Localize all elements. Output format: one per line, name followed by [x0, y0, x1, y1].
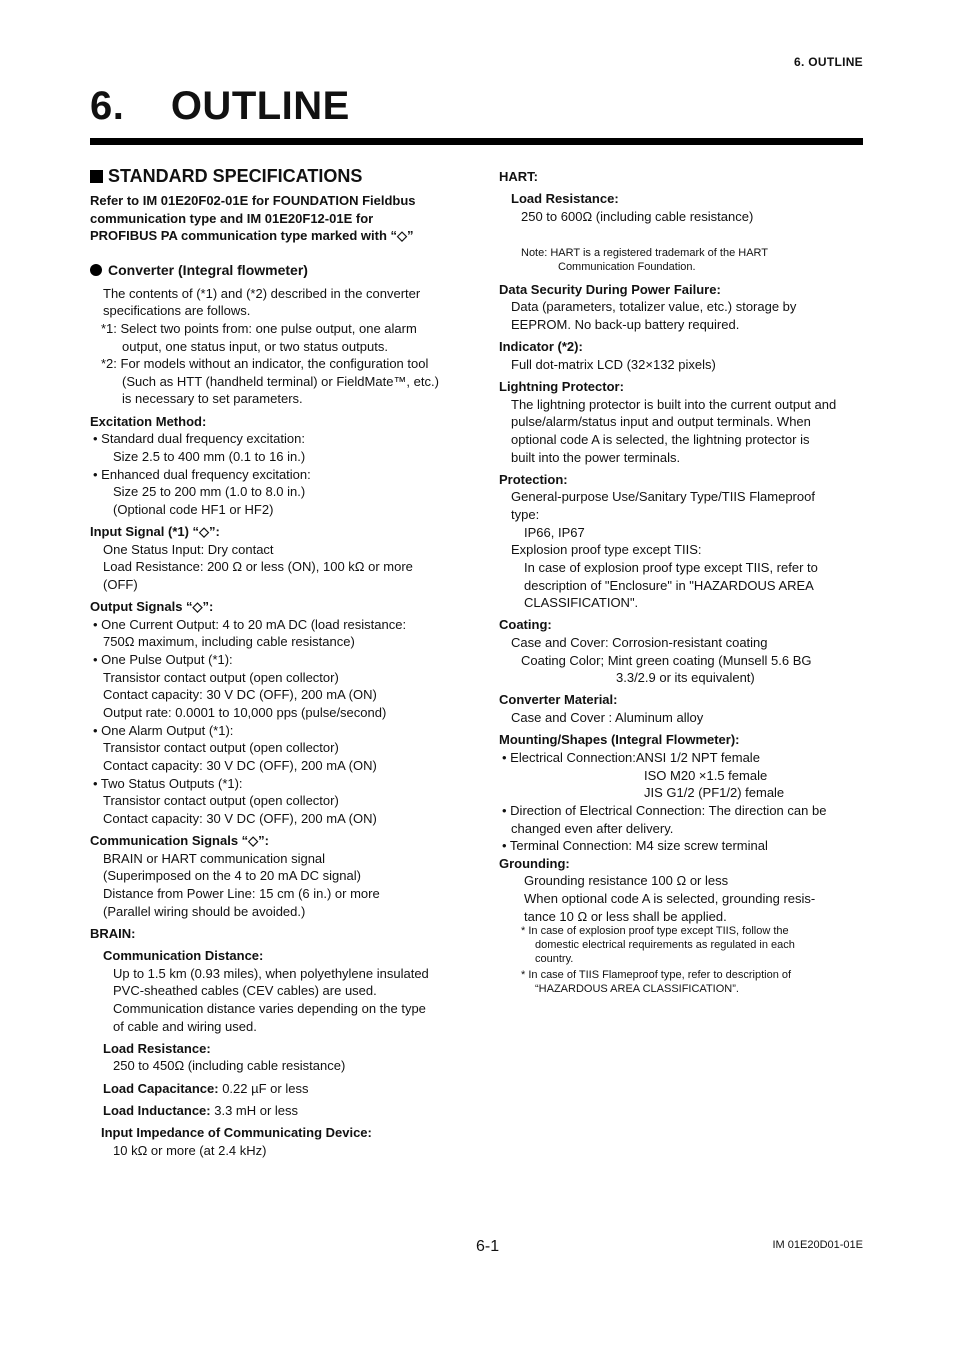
text-line	[103, 792, 339, 810]
line-text: Size 2.5 to 400 mm (0.1 to 16 in.)	[113, 449, 306, 464]
text-line	[103, 302, 250, 320]
text-line	[103, 633, 355, 651]
line-text: Load Resistance:	[103, 1041, 211, 1056]
line-text: ISO M20 ×1.5 female	[644, 768, 768, 783]
text-line	[511, 488, 815, 506]
text-line	[101, 320, 417, 338]
text-line	[93, 616, 406, 634]
line-text: Coating Color; Mint green coating (Munsell 5.6 BG	[521, 653, 812, 668]
line-text: Contact capacity: 30 V DC (OFF), 200 mA (ON)	[103, 811, 377, 826]
text-line	[524, 559, 818, 577]
line-text: PROFIBUS PA communication type marked with “◇”	[90, 228, 414, 243]
line-text: PVC-sheathed cables (CEV cables) are used.	[113, 983, 377, 998]
text-line	[103, 850, 325, 868]
text-line	[644, 767, 767, 785]
line-text: of cable and wiring used.	[113, 1019, 257, 1034]
line-text: * In case of explosion proof type except TIIS, follow the	[521, 925, 789, 937]
text-line	[113, 1142, 267, 1160]
line-text: Grounding resistance 100 Ω or less	[524, 873, 729, 888]
text-line	[103, 669, 339, 687]
text-line	[511, 634, 768, 652]
text-line	[103, 686, 377, 704]
spec-heading	[103, 1080, 308, 1098]
line-text: communication type and IM 01E20F12-01E for	[90, 211, 374, 226]
line-text: In case of explosion proof type except TIIS, refer to	[524, 560, 818, 575]
line-text: 10 kΩ or more (at 2.4 kHz)	[113, 1143, 267, 1158]
line-text: • Two Status Outputs (*1):	[93, 776, 243, 791]
line-text: Communication Distance:	[103, 948, 264, 963]
text-line	[524, 872, 728, 890]
text-line	[93, 466, 311, 484]
text-line	[103, 867, 361, 885]
line-value: 3.3 mH or less	[210, 1103, 299, 1118]
line-text: Output rate: 0.0001 to 10,000 pps (pulse/second)	[103, 705, 387, 720]
spec-heading	[90, 227, 414, 245]
spec-heading	[499, 338, 583, 356]
line-text: Lightning Protector:	[499, 379, 624, 394]
text-line	[511, 709, 703, 727]
line-text: Coating:	[499, 617, 552, 632]
line-text: Explosion proof type except TIIS:	[511, 542, 702, 557]
text-line	[524, 524, 585, 542]
line-text: 250 to 450Ω (including cable resistance)	[113, 1058, 346, 1073]
line-text: Indicator (*2):	[499, 339, 583, 354]
spec-heading	[101, 1124, 372, 1142]
line-text: Data Security During Power Failure:	[499, 282, 721, 297]
line-text: • One Alarm Output (*1):	[93, 723, 234, 738]
line-text: description of "Enclosure" in "HAZARDOUS AREA	[524, 578, 814, 593]
text-line	[521, 924, 789, 938]
line-text: built into the power terminals.	[511, 450, 681, 465]
text-line	[524, 890, 815, 908]
section-heading-text: STANDARD SPECIFICATIONS	[108, 166, 363, 186]
text-line	[558, 260, 696, 274]
line-text: Load Capacitance:	[103, 1081, 219, 1096]
line-text: specifications are follows.	[103, 303, 251, 318]
line-text: When optional code A is selected, grounding resis-	[524, 891, 816, 906]
page-title: 6. OUTLINE	[90, 84, 350, 128]
spec-heading	[499, 691, 617, 709]
line-text: Input Impedance of Communicating Device:	[101, 1125, 372, 1140]
text-line	[93, 430, 305, 448]
line-text: • Terminal Connection: M4 size screw terminal	[502, 838, 768, 853]
line-text: 750Ω maximum, including cable resistance)	[103, 634, 355, 649]
text-line	[103, 810, 377, 828]
text-line	[113, 1018, 257, 1036]
spec-heading	[499, 731, 740, 749]
line-text: Excitation Method:	[90, 414, 207, 429]
line-value: 0.22 µF or less	[218, 1081, 309, 1096]
text-line	[113, 982, 377, 1000]
line-text: Transistor contact output (open collector)	[103, 793, 339, 808]
text-line	[113, 483, 305, 501]
line-text: 3.3/2.9 or its equivalent)	[616, 670, 755, 685]
text-line	[93, 722, 233, 740]
text-line	[93, 775, 243, 793]
spec-heading	[499, 855, 570, 873]
line-text: HART:	[499, 169, 538, 184]
line-text: domestic electrical requirements as regulated in each	[535, 939, 795, 951]
text-line	[502, 802, 826, 820]
line-text: (Optional code HF1 or HF2)	[113, 502, 274, 517]
text-line	[524, 908, 727, 926]
running-header: 6. OUTLINE	[793, 55, 863, 69]
text-line	[521, 652, 811, 670]
line-text: Case and Cover: Corrosion-resistant coating	[511, 635, 768, 650]
line-text: BRAIN:	[90, 926, 136, 941]
text-line	[511, 356, 716, 374]
line-text: Up to 1.5 km (0.93 miles), when polyethylene insulated	[113, 966, 429, 981]
line-text: Size 25 to 200 mm (1.0 to 8.0 in.)	[113, 484, 306, 499]
text-line	[113, 501, 273, 519]
line-text: General-purpose Use/Sanitary Type/TIIS Flameproof	[511, 489, 815, 504]
text-line	[521, 968, 791, 982]
spec-heading	[499, 616, 552, 634]
line-text: Converter Material:	[499, 692, 618, 707]
line-text: Refer to IM 01E20F02-01E for FOUNDATION Fieldbus	[90, 193, 416, 208]
text-line	[511, 298, 796, 316]
text-line	[103, 757, 377, 775]
spec-heading	[90, 523, 220, 541]
spec-heading	[90, 598, 213, 616]
line-text: (Such as HTT (handheld terminal) or FieldMate™, etc.)	[122, 374, 439, 389]
line-text: *1: Select two points from: one pulse output, one alarm	[101, 321, 417, 336]
line-text: Case and Cover : Aluminum alloy	[511, 710, 704, 725]
text-line	[502, 749, 760, 767]
text-line	[511, 396, 836, 414]
text-line	[113, 965, 429, 983]
line-text: Communication distance varies depending on the type	[113, 1001, 426, 1016]
text-line	[93, 651, 233, 669]
line-text: pulse/alarm/status input and output terminals. When	[511, 414, 811, 429]
text-line	[103, 541, 274, 559]
line-text: • One Pulse Output (*1):	[93, 652, 233, 667]
text-line	[535, 982, 739, 996]
line-text: optional code A is selected, the lightning protector is	[511, 432, 810, 447]
text-line	[122, 338, 388, 356]
square-bullet-icon	[90, 170, 103, 183]
line-text: output, one status input, or two status outputs.	[122, 339, 388, 354]
spec-heading	[499, 378, 624, 396]
line-text: Mounting/Shapes (Integral Flowmeter):	[499, 732, 740, 747]
text-line	[103, 704, 386, 722]
text-line	[511, 316, 739, 334]
spec-heading	[90, 925, 136, 943]
text-line	[103, 903, 305, 921]
document-id: IM 01E20D01-01E	[772, 1239, 863, 1251]
line-text: Distance from Power Line: 15 cm (6 in.) or more	[103, 886, 380, 901]
line-text: Data (parameters, totalizer value, etc.) storage by	[511, 299, 797, 314]
spec-heading	[90, 832, 269, 850]
line-text: • One Current Output: 4 to 20 mA DC (load resistance:	[93, 617, 407, 632]
line-text: (Superimposed on the 4 to 20 mA DC signal)	[103, 868, 361, 883]
spec-heading	[103, 947, 263, 965]
text-line	[511, 449, 680, 467]
text-line	[113, 1000, 426, 1018]
line-text: • Standard dual frequency excitation:	[93, 431, 305, 446]
text-line	[122, 390, 303, 408]
spec-heading	[511, 190, 619, 208]
text-line	[511, 413, 811, 431]
section-heading	[90, 166, 362, 187]
text-line	[535, 938, 795, 952]
line-text: • Electrical Connection:ANSI 1/2 NPT female	[502, 750, 760, 765]
line-text: 250 to 600Ω (including cable resistance)	[521, 209, 754, 224]
line-text: “HAZARDOUS AREA CLASSIFICATION”.	[535, 983, 739, 995]
line-text: Input Signal (*1) “◇”:	[90, 524, 220, 539]
line-text: JIS G1/2 (PF1/2) female	[644, 785, 785, 800]
text-line	[511, 541, 702, 559]
text-line	[103, 285, 420, 303]
text-line	[103, 558, 413, 576]
line-text: country.	[535, 953, 574, 965]
line-text: changed even after delivery.	[511, 821, 674, 836]
line-text: EEPROM. No back-up battery required.	[511, 317, 740, 332]
line-text: Load Inductance:	[103, 1103, 211, 1118]
title-rule	[90, 138, 863, 145]
text-line	[616, 669, 755, 687]
text-line	[103, 739, 339, 757]
text-line	[511, 820, 673, 838]
line-text: Output Signals “◇”:	[90, 599, 214, 614]
line-text: (Parallel wiring should be avoided.)	[103, 904, 306, 919]
line-text: Communication Foundation.	[558, 261, 696, 273]
text-line	[101, 355, 428, 373]
line-text: Communication Signals “◇”:	[90, 833, 270, 848]
spec-heading	[499, 168, 538, 186]
line-text: * In case of TIIS Flameproof type, refer to description of	[521, 969, 792, 981]
text-line	[103, 576, 138, 594]
line-text: Load Resistance:	[511, 191, 619, 206]
page-number: 6-1	[476, 1238, 500, 1255]
spec-heading	[90, 413, 206, 431]
text-line	[644, 784, 784, 802]
text-line	[524, 594, 638, 612]
line-text: IP66, IP67	[524, 525, 585, 540]
line-text: Contact capacity: 30 V DC (OFF), 200 mA (ON)	[103, 758, 377, 773]
text-line	[535, 952, 573, 966]
line-text: Protection:	[499, 472, 568, 487]
line-text: BRAIN or HART communication signal	[103, 851, 326, 866]
line-text: The lightning protector is built into the current output and	[511, 397, 837, 412]
line-text: • Direction of Electrical Connection: The direction can be	[502, 803, 827, 818]
line-text: CLASSIFICATION".	[524, 595, 639, 610]
spec-heading	[90, 192, 416, 210]
line-text: Transistor contact output (open collector)	[103, 740, 339, 755]
spec-heading	[90, 262, 308, 280]
line-text: Grounding:	[499, 856, 570, 871]
line-text: Full dot-matrix LCD (32×132 pixels)	[511, 357, 716, 372]
line-text: Note: HART is a registered trademark of the HART	[521, 247, 768, 259]
line-text: Load Resistance: 200 Ω or less (ON), 100 kΩ or more	[103, 559, 413, 574]
line-text: The contents of (*1) and (*2) described in the converter	[103, 286, 421, 301]
text-line	[113, 448, 305, 466]
text-line	[502, 837, 768, 855]
line-text: (OFF)	[103, 577, 138, 592]
text-line	[511, 431, 809, 449]
line-text: is necessary to set parameters.	[122, 391, 303, 406]
spec-heading	[499, 281, 721, 299]
line-text: *2: For models without an indicator, the configuration tool	[101, 356, 429, 371]
line-text: One Status Input: Dry contact	[103, 542, 274, 557]
line-text: • Enhanced dual frequency excitation:	[93, 467, 311, 482]
text-line	[521, 208, 753, 226]
line-text: type:	[511, 507, 540, 522]
spec-heading	[103, 1040, 211, 1058]
line-text: Converter (Integral flowmeter)	[108, 262, 308, 278]
spec-heading	[499, 471, 568, 489]
spec-heading	[90, 210, 373, 228]
circle-bullet-icon	[90, 264, 102, 276]
line-text: Contact capacity: 30 V DC (OFF), 200 mA (ON)	[103, 687, 377, 702]
spec-heading	[103, 1102, 298, 1120]
text-line	[521, 246, 768, 260]
text-line	[122, 373, 439, 391]
line-text: Transistor contact output (open collector)	[103, 670, 339, 685]
text-line	[113, 1057, 345, 1075]
line-text: tance 10 Ω or less shall be applied.	[524, 909, 727, 924]
text-line	[524, 577, 814, 595]
text-line	[103, 885, 380, 903]
text-line	[511, 506, 539, 524]
